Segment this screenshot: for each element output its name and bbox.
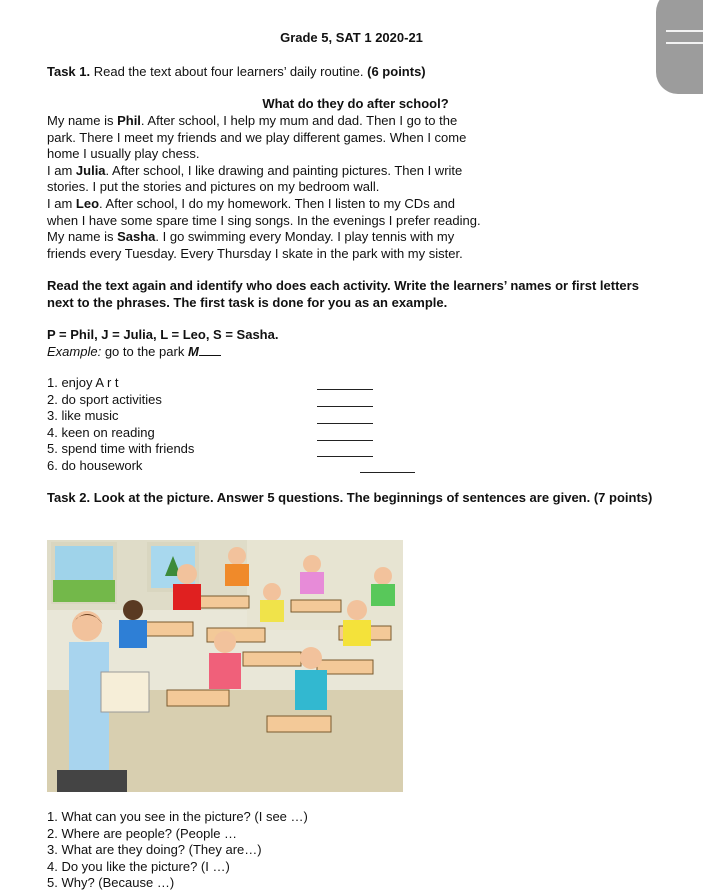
reading-text-segment: I am (47, 195, 76, 211)
reading-text-segment: friends every Tuesday. Every Thursday I skate in the park with my sister. (47, 245, 463, 261)
reading-text-segment: home I usually play chess. (47, 146, 200, 162)
answer-line-5[interactable] (317, 456, 373, 457)
activity-list (47, 375, 194, 475)
reading-text-segment: I am (47, 162, 76, 178)
answer-line-3[interactable] (317, 423, 373, 424)
reading-text-segment: . After school, I like drawing and painting pictures. Then I write (105, 162, 463, 178)
example-answer: M (187, 344, 199, 359)
reading-text-segment: . I go swimming every Monday. I play tennis with my (155, 229, 455, 245)
reading-text-segment: stories. I put the stories and pictures on my bedroom wall. (47, 179, 380, 195)
task1-header (47, 64, 426, 81)
example-text: go to the park (101, 344, 188, 359)
question-item: 2. Where are people? (People … (47, 825, 238, 841)
reading-line (47, 163, 567, 180)
reading-text-segment: park. There I meet my friends and we play different games. When I come (47, 129, 467, 145)
example-blank (199, 343, 221, 356)
reading-line (47, 229, 567, 246)
activity-item: 5. spend time with friends (47, 441, 195, 457)
activity-item: 4. keen on reading (47, 424, 155, 440)
name-key: P = Phil, J = Julia, L = Leo, S = Sasha. (47, 327, 279, 342)
question-item: 3. What are they doing? (They are…) (47, 842, 262, 858)
learner-name: Sasha (117, 229, 156, 245)
page-title: Grade 5, SAT 1 2020-21 (280, 30, 423, 45)
learner-name: Julia (75, 162, 106, 178)
answer-line-6[interactable] (360, 472, 415, 473)
reading-text-segment: My name is (47, 229, 118, 245)
question-item: 1. What can you see in the picture? (I see …) (47, 809, 308, 824)
question-item: 5. Why? (Because …) (47, 875, 175, 891)
example-line (47, 343, 221, 361)
question-list (47, 809, 308, 892)
reading-line (47, 113, 567, 130)
task1-text: Read the text about four learners’ daily routine. (90, 64, 368, 79)
learner-name: Leo (75, 195, 100, 211)
task1-label: Task 1. (47, 64, 91, 79)
reading-text (47, 113, 567, 262)
activity-item: 6. do housework (47, 457, 143, 473)
answer-line-2[interactable] (317, 406, 373, 407)
reading-text-segment: . After school, I do my homework. Then I listen to my CDs and (99, 195, 455, 211)
instructions: Read the text again and identify who does each activity. Write the learners’ names or first letters next to the phrases. The first task is done for you as an example. (47, 278, 639, 310)
activity-item: 3. like music (47, 408, 119, 424)
learner-name: Phil (117, 113, 141, 128)
reading-text-segment: My name is (47, 113, 118, 128)
reading-line (47, 179, 567, 196)
answer-line-1[interactable] (317, 389, 373, 390)
classroom-picture (47, 540, 403, 792)
activity-item: 2. do sport activities (47, 391, 162, 407)
answer-line-4[interactable] (317, 440, 373, 441)
reading-line (47, 146, 567, 163)
reading-line (47, 196, 567, 213)
task2-header: Task 2. Look at the picture. Answer 5 questions. The beginnings of sentences are given. (7 points) (47, 490, 653, 505)
task1-points: (6 points) (367, 64, 426, 79)
reading-line (47, 246, 567, 263)
menu-tab[interactable] (656, 0, 703, 94)
question-item: 4. Do you like the picture? (I …) (47, 858, 230, 874)
activity-item: 1. enjoy A r t (47, 375, 119, 390)
reading-text-segment: when I have some spare time I sing songs. In the evenings I prefer reading. (47, 212, 481, 228)
reading-line (47, 130, 567, 147)
reading-text-segment: . After school, I help my mum and dad. Then I go to the (140, 113, 458, 128)
reading-heading: What do they do after school? (262, 96, 449, 111)
example-label: Example: (47, 344, 102, 359)
reading-line (47, 213, 567, 230)
